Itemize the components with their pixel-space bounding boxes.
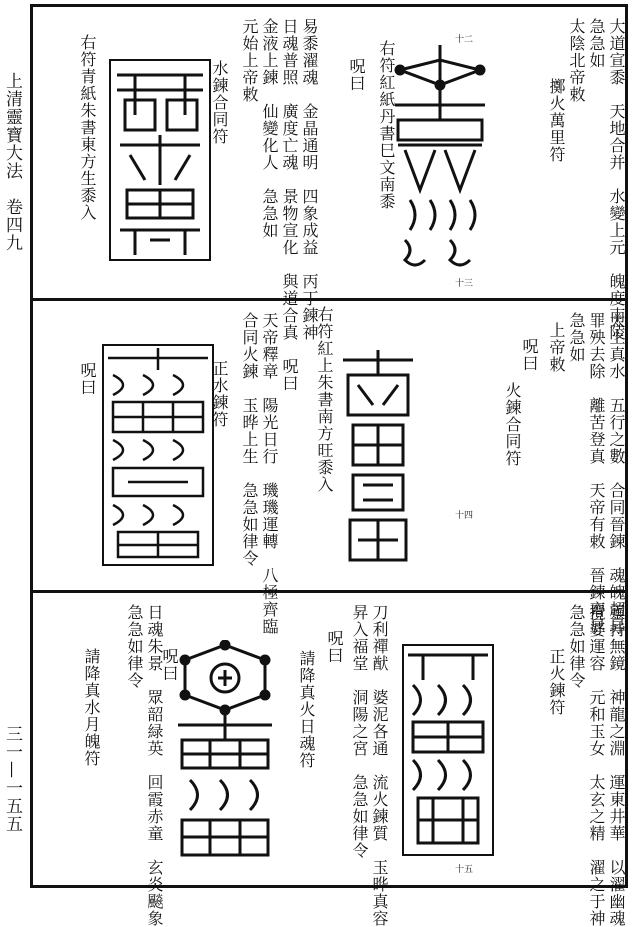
text-column: 呪曰 <box>347 58 366 92</box>
text-column: 呪曰 <box>78 362 97 396</box>
text-column: 呪曰 <box>160 648 179 682</box>
text-column: 呪曰 <box>520 338 539 372</box>
talisman-title: 水鍊合同符 <box>210 60 229 145</box>
text-column: 罪殃去除 離苦登真 天帝有敕 晉鍊齊昇 <box>587 312 606 635</box>
book-title: 上清靈寶大法 卷四九 <box>2 72 22 252</box>
folio-mark: 十四 <box>455 511 474 521</box>
talisman-title: 請降真火日魂符 <box>297 650 316 769</box>
text-column: 呪曰 <box>280 358 299 392</box>
text-column: 右符青紙朱書東方生黍入 <box>78 34 97 221</box>
text-column: 刀利禪猷 婆泥各通 流火鍊質 玉晔真容 <box>370 604 389 927</box>
text-column: 急急如 <box>567 312 586 363</box>
text-column: 太上真水 五行之數 合同晉鍊 魂魄超昇 <box>607 312 626 635</box>
text-column: 右符紅紙丹書巳文南黍 <box>377 40 396 210</box>
text-column: 日魂朱景 眾韶緑英 回霞赤童 玄炎飈象 <box>145 604 164 927</box>
talisman-title: 正水鍊符 <box>210 360 229 428</box>
text-column: 元始上帝敕 <box>240 18 259 103</box>
text-column: 日魂普照 廣度亡魂 景物宣化 與道合真 <box>280 18 299 341</box>
text-column: 攪婆運容 元和玉女 太玄之精 濯之于神 <box>587 604 606 927</box>
talisman-image <box>98 340 218 570</box>
panel-divider <box>30 590 628 593</box>
panel-divider <box>30 298 628 301</box>
text-column: 靈持無鏡 神龍之淵 運東井華 以濯幽魂 <box>607 604 626 927</box>
folio-mark: 十五 <box>455 865 474 875</box>
text-column: 急急如律令 <box>125 604 144 689</box>
text-column: 右符紅上朱書南方旺黍入 <box>315 306 334 493</box>
text-column: 大道宣黍 天地合并 水變上元 魄度南陵 <box>607 18 626 341</box>
talisman-image <box>170 640 280 865</box>
text-column: 金液上鍊 仙變化人 急急如 <box>260 18 279 239</box>
page-reference: 三一—一五五 <box>2 725 22 833</box>
talisman-title: 擲火萬里符 <box>547 78 566 163</box>
text-column: 太陰北帝敕 <box>567 18 586 103</box>
text-column: 急急如 <box>587 18 606 69</box>
talisman-image <box>390 40 490 275</box>
talisman-title: 請降真水月魄符 <box>82 648 101 767</box>
text-column: 上帝敕 <box>547 322 566 373</box>
talisman-image <box>338 345 418 570</box>
text-column: 呪曰 <box>325 630 344 664</box>
talisman-image <box>398 640 498 860</box>
talisman-title: 火鍊合同符 <box>503 382 522 467</box>
folio-mark: 十二 <box>455 35 474 45</box>
text-column: 天帝釋章 陽光日行 璣璣運轉 八極齊臨 <box>260 312 279 635</box>
text-column: 急急如律令 <box>567 604 586 689</box>
talisman-image <box>105 55 215 265</box>
talisman-title: 正火鍊符 <box>547 648 566 716</box>
text-column: 易黍濯魂 金晶通明 四象成益 丙丁鍊神 <box>300 18 319 341</box>
folio-mark: 十三 <box>455 279 474 289</box>
text-column: 昇入福堂 洞陽之宮 急急如律令 <box>350 604 369 859</box>
text-column: 合同火鍊 玉晔上生 急急如律令 <box>240 312 259 567</box>
